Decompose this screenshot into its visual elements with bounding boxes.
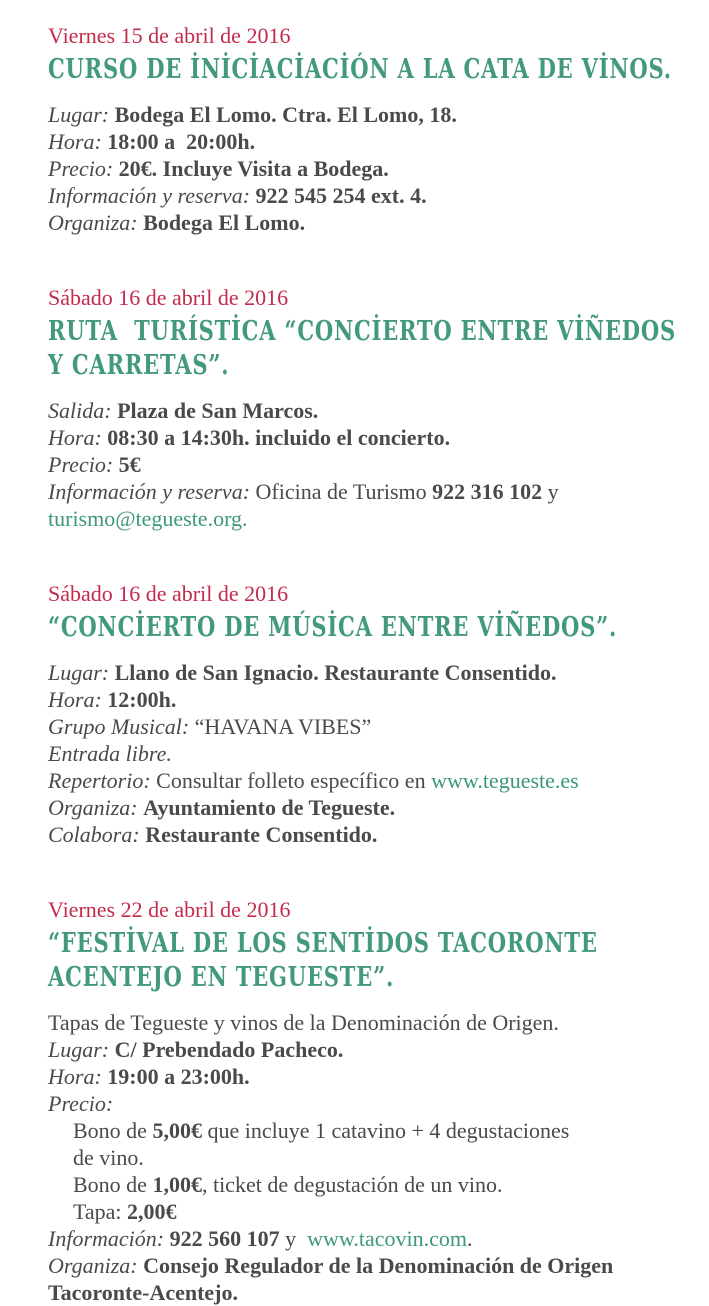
text-label: Grupo Musical: — [48, 714, 195, 739]
event-details — [48, 397, 663, 532]
text-label: Hora: — [48, 687, 108, 712]
event-title-line: ACENTEJO EN TEGUESTE”. — [48, 962, 395, 993]
text-regular: y — [542, 479, 559, 504]
text-label: Repertorio: — [48, 768, 157, 793]
detail-line — [48, 101, 663, 128]
detail-line — [48, 128, 663, 155]
text-bold: 922 545 254 ext. 4. — [255, 183, 427, 208]
text-bold: Bodega El Lomo. — [143, 210, 306, 235]
text-label: Precio: — [48, 156, 119, 181]
text-bold: 5€ — [118, 452, 141, 477]
text-bold: Bodega El Lomo. Ctra. El Lomo, 18. — [114, 102, 457, 127]
text-bold: 08:30 a 14:30h. incluido el concierto. — [107, 425, 451, 450]
text-label: Lugar: — [48, 102, 115, 127]
detail-line — [48, 424, 663, 451]
text-bold: 2,00€ — [127, 1199, 177, 1224]
text-bold: 19:00 a 23:00h. — [107, 1064, 250, 1089]
detail-line — [48, 209, 663, 236]
text-regular: Bono de — [73, 1118, 153, 1143]
detail-line — [48, 1009, 663, 1036]
detail-line — [48, 182, 663, 209]
email-link[interactable]: turismo@tegueste.org. — [48, 506, 248, 531]
text-bold: Restaurante Consentido. — [145, 822, 378, 847]
text-regular: y — [279, 1226, 308, 1251]
detail-line — [48, 1171, 663, 1198]
website-link[interactable]: www.tacovin.com — [307, 1226, 467, 1251]
text-bold: 5,00€ — [152, 1118, 202, 1143]
text-bold: Consejo Regulador de la Denominación de Origen Tacoronte-Acentejo. — [48, 1253, 619, 1305]
event-title-line: RUTA TURÍSTİCA “CONCİERTO ENTRE VİÑEDOS — [48, 316, 676, 347]
text-bold: 922 316 102 — [432, 479, 543, 504]
text-regular: Tapa: — [73, 1199, 128, 1224]
detail-line — [48, 1063, 663, 1090]
event-title-line: “FESTİVAL DE LOS SENTİDOS TACORONTE — [48, 928, 598, 959]
event-date: Viernes 22 de abril de 2016 — [48, 897, 291, 922]
text-bold: 922 560 107 — [169, 1226, 280, 1251]
detail-line — [48, 155, 663, 182]
text-label: Lugar: — [48, 1037, 115, 1062]
detail-line — [48, 1225, 663, 1252]
detail-line — [48, 686, 663, 713]
text-bold: Ayuntamiento de Tegueste. — [143, 795, 396, 820]
text-label: Precio: — [48, 452, 119, 477]
event-section-4 — [48, 896, 663, 1306]
text-label: Organiza: — [48, 1253, 144, 1278]
text-label: Colabora: — [48, 822, 146, 847]
text-label: Información y reserva: — [48, 479, 256, 504]
event-title — [48, 927, 663, 995]
detail-line — [48, 659, 663, 686]
event-section-2 — [48, 284, 676, 532]
text-bold: 12:00h. — [107, 687, 177, 712]
detail-line — [48, 397, 663, 424]
text-regular: Tapas de Tegueste y vinos de la Denominación de Origen. — [48, 1010, 559, 1035]
text-regular: de vino. — [73, 1145, 144, 1170]
event-date: Viernes 15 de abril de 2016 — [48, 23, 291, 48]
detail-line — [48, 1036, 663, 1063]
text-bold: C/ Prebendado Pacheco. — [114, 1037, 344, 1062]
text-label: Información: — [48, 1226, 170, 1251]
text-bold: Plaza de San Marcos. — [117, 398, 319, 423]
text-regular: “HAVANA VIBES” — [194, 714, 372, 739]
text-regular: Consultar folleto específico en — [156, 768, 432, 793]
detail-line — [48, 505, 663, 532]
detail-line — [48, 1252, 663, 1306]
event-section-1 — [48, 22, 672, 236]
event-title-line: CURSO DE İNİCİACİACİÓN A LA CATA DE VİNOS. — [48, 54, 672, 85]
text-label: Información y reserva: — [48, 183, 256, 208]
detail-line — [48, 1198, 663, 1225]
event-details — [48, 1009, 663, 1306]
detail-line — [48, 478, 663, 505]
text-label: Organiza: — [48, 210, 144, 235]
text-label: Hora: — [48, 129, 108, 154]
text-label: Hora: — [48, 425, 108, 450]
event-title — [48, 53, 672, 87]
event-section-3 — [48, 580, 663, 848]
detail-line — [48, 821, 663, 848]
text-label: Organiza: — [48, 795, 144, 820]
event-title — [48, 611, 663, 645]
event-title — [48, 315, 676, 383]
text-label: Entrada libre. — [48, 741, 172, 766]
detail-line — [48, 1144, 663, 1171]
text-label: Lugar: — [48, 660, 115, 685]
text-bold: 1,00€ — [152, 1172, 202, 1197]
text-bold: 18:00 a 20:00h. — [107, 129, 256, 154]
detail-line — [48, 767, 663, 794]
detail-line — [48, 794, 663, 821]
text-label: Precio: — [48, 1091, 114, 1116]
text-bold: Llano de San Ignacio. Restaurante Consentido. — [114, 660, 557, 685]
event-date: Sábado 16 de abril de 2016 — [48, 581, 289, 606]
detail-line — [48, 740, 663, 767]
text-regular: , ticket de degustación de un vino. — [201, 1172, 503, 1197]
text-regular: que incluye 1 catavino + 4 degustaciones — [201, 1118, 570, 1143]
event-title-line: Y CARRETAS”. — [48, 350, 230, 381]
detail-line — [48, 1090, 663, 1117]
event-title-line: “CONCİERTO DE MÚSİCA ENTRE VİÑEDOS”. — [48, 612, 618, 643]
detail-line — [48, 451, 663, 478]
text-regular: Oficina de Turismo — [255, 479, 433, 504]
text-regular: Bono de — [73, 1172, 153, 1197]
detail-line — [48, 1117, 663, 1144]
text-bold: 20€. Incluye Visita a Bodega. — [118, 156, 389, 181]
event-date: Sábado 16 de abril de 2016 — [48, 285, 289, 310]
text-regular: . — [466, 1226, 473, 1251]
website-link[interactable]: www.tegueste.es — [431, 768, 579, 793]
event-details — [48, 101, 663, 236]
detail-line — [48, 713, 663, 740]
text-label: Salida: — [48, 398, 118, 423]
event-details — [48, 659, 663, 848]
text-label: Hora: — [48, 1064, 108, 1089]
